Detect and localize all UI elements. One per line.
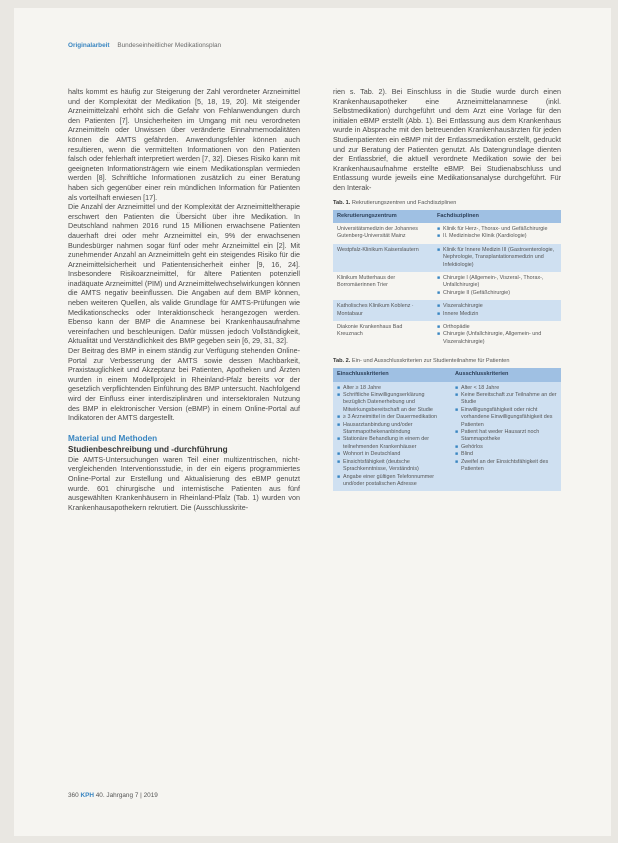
paragraph: halts kommt es häufig zur Steigerung der Zahl verordneter Arzneimittel und der Komplexität der Medikation [5, 18, 19, 20]. Mit steigender Arzneimittelzahl erhöht sich die Gefahr von Fehlanwendungen durch den Patienten [7]. Unsicherheiten im Umgang mit neu verordneten Arzneimitteln oder Unwissen über veränderte Einnahmemodalitäten können die AMTS gefährden. Anwendungsfehler können auch resultieren, wenn die vermittelten Informationen von den Patienten falsch oder fehlerhaft interpretiert werden [7, 32]. Dieses Risiko kann mit geeigneten Informationsträgern wie einem Medikationsplan vermieden werden [8]. Schriftliche Informationen zusätzlich zu einer Beratung haben sich gegenüber einer rein mündlichen Information für Patienten als vorteilhaft erwiesen [17].: [68, 87, 300, 202]
list-item: ■ Chirurgie II (Gefäßchirurgie): [437, 290, 557, 297]
right-column: [333, 87, 561, 491]
table-row: [333, 244, 561, 272]
table-cell: Universitätsmedizin der Johannes Gutenberg-Universität Mainz: [333, 223, 433, 244]
table-cell: [433, 272, 561, 300]
section-heading-methods: Material und Methoden: [68, 433, 158, 443]
table-1-recruitment-centers: [333, 210, 561, 350]
list-item: ■ ≥ 3 Arzneimittel in der Dauermedikation: [337, 414, 447, 421]
table-2-criteria: [333, 368, 561, 491]
page-header: [68, 42, 221, 49]
list-item: ■ Alter ≥ 18 Jahre: [337, 385, 447, 392]
list-item: ■ Angabe einer gültigen Telefonnummer und/oder postalischen Adresse: [337, 474, 447, 489]
paragraph: Die AMTS-Untersuchungen waren Teil einer multizentrischen, nicht-vergleichenden Interventionsstudie, in der ein eigens programmiertes Online-Portal zur Erstellung und Aktualisierung des eBMP genutzt wurde. 601 chirurgische und internistische Patienten aus fünf ausgewählten Krankenhäusern in Rheinland-Pfalz (Tab. 1) wurden von Krankenhausapothekern rekrutiert. Die (Ausschlusskrite-: [68, 454, 300, 512]
left-column: [68, 87, 300, 512]
table-row: [333, 382, 561, 492]
list-item: ■ Einwilligungsfähigkeit oder nicht vorhandene Einwilligungsfähigkeit des Patienten: [455, 407, 557, 429]
page-footer: [68, 792, 158, 799]
table-cell: Klinikum Mutterhaus der Borromäerinnen Trier: [333, 272, 433, 300]
table-2-caption: Tab. 2. Ein- und Ausschlusskriterien zur Studienteilnahme für Patienten: [333, 358, 510, 365]
list-item: ■ Viszeralchirurgie: [437, 303, 557, 310]
table-row: [333, 223, 561, 244]
table-header: Fachdisziplinen: [433, 210, 561, 223]
table-header: Einschlusskriterien: [333, 368, 451, 381]
table-1-caption: Tab. 1. Rekrutierungszentren und Fachdisziplinen: [333, 199, 457, 206]
paragraph: rien s. Tab. 2). Bei Einschluss in die Studie wurde durch einen Krankenhausapotheker eine Arzneimittelanamnese (inkl. Selbstmedikation) durchgeführt und dem Arzt eine Vorlage für den initialen eBMP erstellt (Abb. 1). Bei Entlassung aus dem Krankenhaus wurde in Absprache mit den betreuenden Krankenhausärzten für jeden Studienpatienten ein eBMP mit der Entlassmedikation erstellt, gedruckt und zur Beratung der Patienten genutzt. Als Datengrundlage dienten der Entlassbrief, die aktuell verordnete Medikation sowie der bei Krankenhausaufnahme erstellte eBMP. Bei Studienabschluss und Entlassung wurde jeweils eine Medikationsanalyse durchgeführt. Für den Interak-: [333, 87, 561, 192]
list-item: ■ Alter < 18 Jahre: [455, 385, 557, 392]
list-item: ■ II. Medizinische Klinik (Kardiologie): [437, 233, 557, 240]
list-item: ■ Keine Bereitschaft zur Teilnahme an der Studie: [455, 392, 557, 407]
paragraph: Die Anzahl der Arzneimittel und der Komplexität der Arzneimitteltherapie erschwert den Patienten die Übersicht über ihre Medikation. In Deutschland nahmen 2016 rund 15 Millionen erwachsene Patienten dauerhaft drei oder mehr Arzneimittel ein, 9% der erwachsenen Bundesbürger nahmen sogar fünf oder mehr Arzneimittel ein [2]. Mit zunehmender Anzahl an Arzneimitteln geht ein steigendes Risiko für die Arzneimittelsicherheit und Patientensicherheit einher [9, 16, 24]. Insbesondere Risikoarzneimittel, für ältere Patienten potenziell inadäquate Arzneimittel (PIM) und Arzneimittelwechselwirkungen können die AMTS negativ beeinflussen. Die Angaben auf dem BMP können, neben weiteren Quellen, als valide Grundlage für AMTS-Prüfungen wie Medikationschecks oder Interaktionscheck herangezogen werden. Ebenso kann der BMP die Anamnese bei Krankenhausaufnahme vereinfachen und beschleunigen. Dafür müssen jedoch Vollständigkeit, Aktualität und Verständlichkeit des BMP gegeben sein [6, 29, 31, 32].: [68, 202, 300, 346]
table-row: [333, 272, 561, 300]
section-subtitle: Bundeseinheitlicher Medikationsplan: [117, 42, 222, 49]
list-item: ■ Zweifel an der Einsichtsfähigkeit des Patienten: [455, 459, 557, 474]
list-item: ■ Patient hat weder Hausarzt noch Stammapotheke: [455, 429, 557, 444]
inclusion-criteria-cell: [333, 382, 451, 492]
table-cell: [433, 223, 561, 244]
subsection-heading-study: Studienbeschreibung und -durchführung: [68, 444, 228, 454]
table-cell: Katholisches Klinikum Koblenz · Montabaur: [333, 300, 433, 321]
list-item: ■ Einsichtsfähigkeit (deutsche Sprachkenntnisse, Verständnis): [337, 459, 447, 474]
list-item: ■ Klinik für Innere Medizin III (Gastroenterologie, Nephrologie, Transplantationsmedizin und Infektiologie): [437, 247, 557, 269]
list-item: ■ Schriftliche Einwilligungserklärung bezüglich Datenerhebung und Mitwirkungsbereitschaft an der Studie: [337, 392, 447, 414]
paragraph: Der Beitrag des BMP in einem ständig zur Verfügung stehenden Online-Portal zur Verbesserung der AMTS sowie dessen Machbarkeit, Praxistauglichkeit und Akzeptanz bei Patienten, Apotheken und Ärzten wurden in einem Modellprojekt in Rheinland-Pfalz bereits vor der gesetzlich verpflichtenden Einführung des BMP untersucht. Nachfolgend wird der Einfluss einer interdisziplinären und intersektoralen Nutzung des BMP in elektronischer Version (eBMP) in einem Online-Portal auf Indikatoren der AMTS dargestellt.: [68, 346, 300, 423]
list-item: ■ Blind: [455, 451, 557, 458]
list-item: ■ Stationäre Behandlung in einem der teilnehmenden Krankenhäuser: [337, 436, 447, 451]
page-number: 360: [68, 792, 79, 799]
table-row: [333, 321, 561, 349]
table-cell: Westpfalz-Klinikum Kaiserslautern: [333, 244, 433, 272]
journal-name: KPH: [80, 792, 94, 799]
table-header: Ausschlusskriterien: [451, 368, 561, 381]
table-row: [333, 300, 561, 321]
list-item: ■ Hausarztanbindung und/oder Stammapothekenanbindung: [337, 422, 447, 437]
list-item: ■ Chirurgie (Unfallchirurgie, Allgemein- und Viszeralchirurgie): [437, 331, 557, 346]
list-item: ■ Chirurgie I (Allgemein-, Viszeral-, Thorax-, Unfallchirurgie): [437, 275, 557, 290]
list-item: ■ Innere Medizin: [437, 311, 557, 318]
table-cell: [433, 244, 561, 272]
list-item: ■ Klinik für Herz-, Thorax- und Gefäßchirurgie: [437, 226, 557, 233]
table-cell: Diakonie Krankenhaus Bad Kreuznach: [333, 321, 433, 349]
journal-issue: 40. Jahrgang 7 | 2019: [95, 792, 158, 799]
list-item: ■ Gehörlos: [455, 444, 557, 451]
section-label: Originalarbeit: [68, 42, 110, 49]
exclusion-criteria-cell: [451, 382, 561, 492]
list-item: ■ Wohnort in Deutschland: [337, 451, 447, 458]
table-header: Rekrutierungszentrum: [333, 210, 433, 223]
list-item: ■ Orthopädie: [437, 324, 557, 331]
table-cell: [433, 300, 561, 321]
table-cell: [433, 321, 561, 349]
